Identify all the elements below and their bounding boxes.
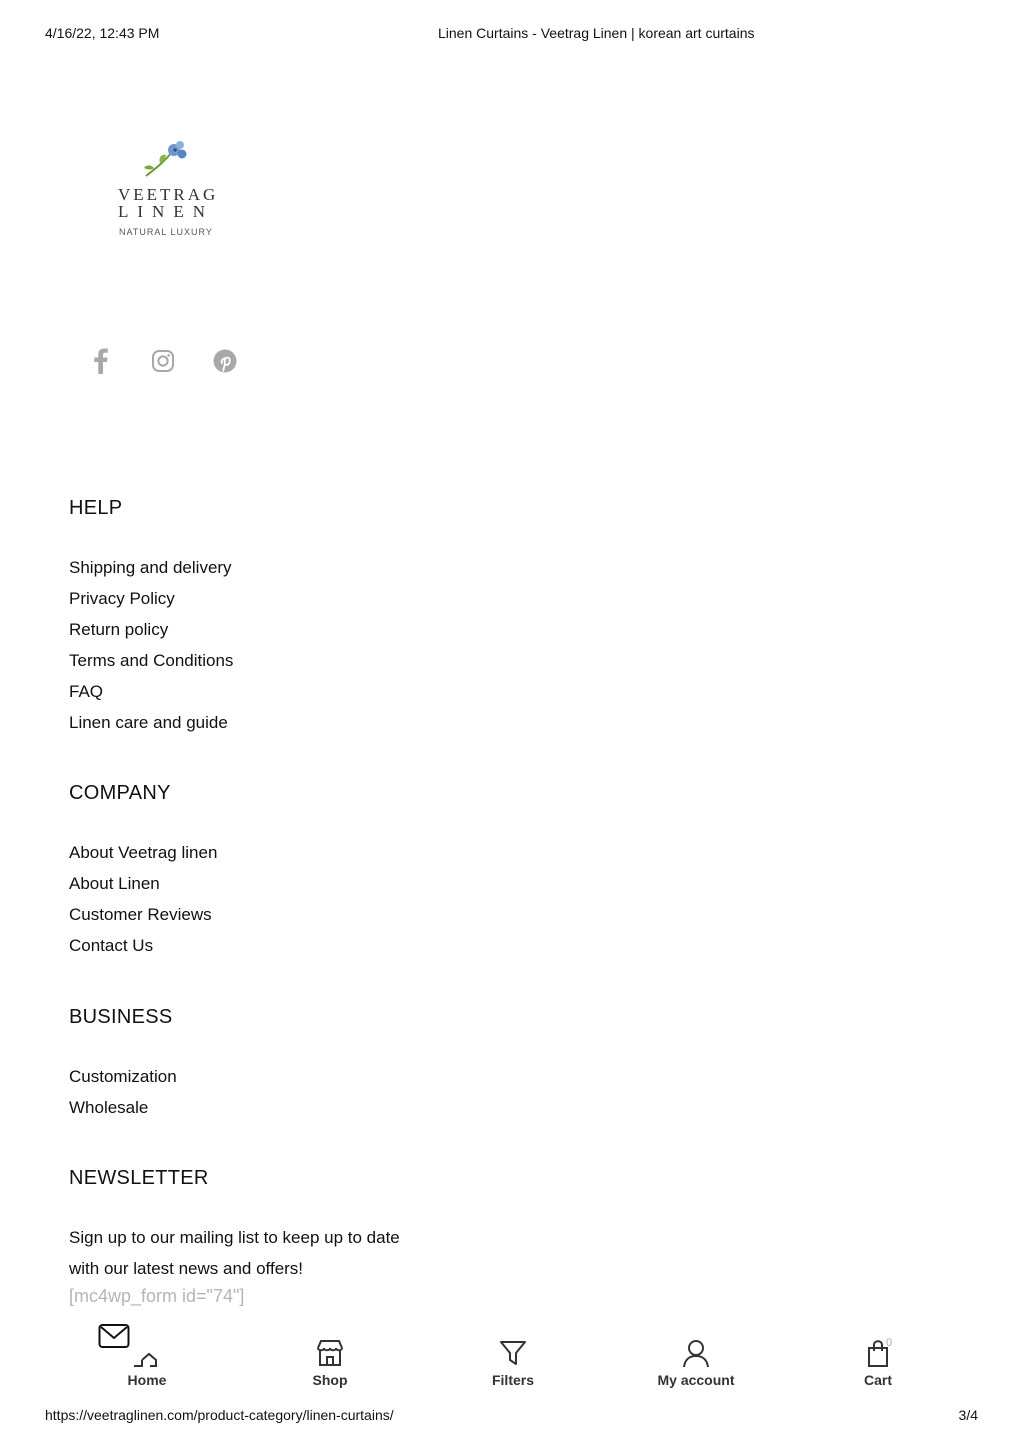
logo-line-2: LINEN bbox=[118, 202, 214, 221]
nav-shop[interactable] bbox=[270, 1338, 390, 1388]
nav-shop-label: Shop bbox=[312, 1372, 348, 1388]
company-heading: COMPANY bbox=[69, 782, 171, 804]
link-customization[interactable]: Customization bbox=[69, 1067, 177, 1086]
print-date: 4/16/22, 12:43 PM bbox=[45, 25, 160, 41]
pinterest-icon bbox=[210, 346, 240, 376]
link-contact-us[interactable]: Contact Us bbox=[69, 936, 154, 955]
link-faq[interactable]: FAQ bbox=[69, 682, 104, 701]
link-about-linen[interactable]: About Linen bbox=[69, 874, 160, 893]
nav-my-account[interactable] bbox=[636, 1338, 756, 1388]
instagram-icon bbox=[148, 346, 178, 376]
pinterest-link[interactable] bbox=[210, 346, 240, 376]
nav-home[interactable] bbox=[87, 1338, 207, 1388]
link-privacy-policy[interactable]: Privacy Policy bbox=[69, 589, 175, 608]
nav-filters-label: Filters bbox=[491, 1372, 534, 1388]
newsletter-description: Sign up to our mailing list to keep up to date with our latest news and offers! bbox=[69, 1228, 400, 1278]
link-about-veetrag[interactable]: About Veetrag linen bbox=[69, 843, 218, 862]
shop-icon bbox=[315, 1338, 345, 1368]
instagram-link[interactable] bbox=[148, 346, 178, 376]
help-links bbox=[69, 552, 233, 738]
veetrag-logo[interactable] bbox=[112, 138, 222, 248]
print-url: https://veetraglinen.com/product-category/linen-curtains/ bbox=[45, 1407, 394, 1423]
link-linen-care-guide[interactable]: Linen care and guide bbox=[69, 713, 228, 732]
logo-line-1: VEETRAG bbox=[118, 185, 219, 204]
bottom-navigation bbox=[0, 1338, 1024, 1394]
nav-home-label: Home bbox=[127, 1372, 167, 1388]
flower-logo-icon bbox=[142, 138, 192, 180]
newsletter-form-shortcode: [mc4wp_form id="74"] bbox=[69, 1286, 245, 1306]
link-terms-conditions[interactable]: Terms and Conditions bbox=[69, 651, 234, 670]
print-footer bbox=[45, 1407, 979, 1425]
company-links bbox=[69, 837, 217, 961]
filter-icon bbox=[498, 1338, 528, 1368]
help-heading: HELP bbox=[69, 497, 123, 519]
link-shipping-delivery[interactable]: Shipping and delivery bbox=[69, 558, 232, 577]
nav-filters[interactable] bbox=[453, 1338, 573, 1388]
print-header bbox=[45, 25, 979, 43]
link-return-policy[interactable]: Return policy bbox=[69, 620, 169, 639]
nav-cart-label: Cart bbox=[863, 1372, 892, 1388]
user-icon bbox=[681, 1338, 711, 1368]
newsletter-heading: NEWSLETTER bbox=[69, 1167, 209, 1189]
logo-tagline: NATURAL LUXURY bbox=[119, 227, 213, 237]
business-heading: BUSINESS bbox=[69, 1006, 173, 1028]
facebook-icon bbox=[86, 346, 116, 376]
facebook-link[interactable] bbox=[86, 346, 116, 376]
home-icon bbox=[132, 1338, 162, 1368]
link-wholesale[interactable]: Wholesale bbox=[69, 1098, 149, 1117]
business-links bbox=[69, 1061, 177, 1123]
cart-count-badge: 0 bbox=[886, 1337, 893, 1349]
nav-cart[interactable] bbox=[818, 1338, 938, 1388]
print-page-title: Linen Curtains - Veetrag Linen | korean art curtains bbox=[438, 25, 755, 41]
print-page-number: 3/4 bbox=[958, 1407, 978, 1423]
link-customer-reviews[interactable]: Customer Reviews bbox=[69, 905, 212, 924]
nav-my-account-label: My account bbox=[657, 1372, 735, 1388]
